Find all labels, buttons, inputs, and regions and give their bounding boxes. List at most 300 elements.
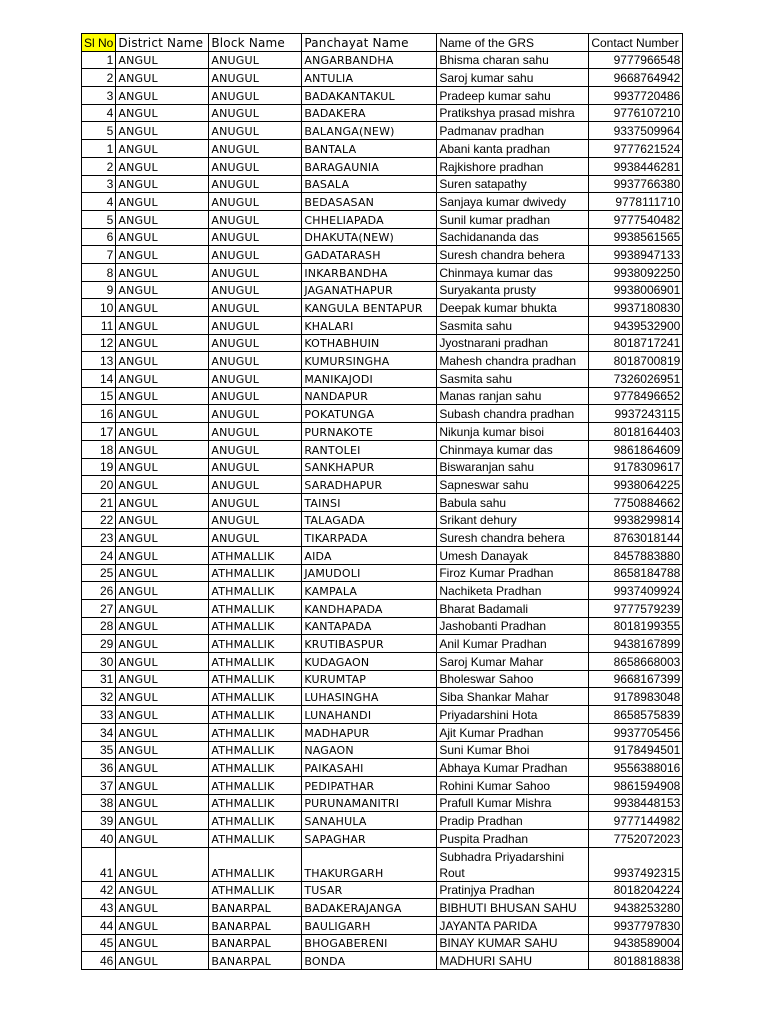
district-cell: ANGUL [116, 546, 209, 564]
district-cell: ANGUL [116, 582, 209, 600]
panchayat-cell: LUHASINGHA [302, 688, 437, 706]
contact-number-cell: 8018700819 [589, 352, 683, 370]
block-cell: ANUGUL [209, 423, 302, 441]
district-cell: ANGUL [116, 688, 209, 706]
sl-no-cell: 3 [82, 175, 116, 193]
table-row [82, 617, 683, 635]
sl-no-cell: 15 [82, 387, 116, 405]
panchayat-cell: SANAHULA [302, 812, 437, 830]
grs-name-cell: Mahesh chandra pradhan [437, 352, 589, 370]
contact-number-cell: 9861864609 [589, 440, 683, 458]
panchayat-cell: LUNAHANDI [302, 706, 437, 724]
district-cell: ANGUL [116, 370, 209, 388]
header-contact-number: Contact Number [589, 34, 683, 52]
sl-no-cell: 31 [82, 670, 116, 688]
contact-number-cell: 9937409924 [589, 582, 683, 600]
contact-number-cell: 9938561565 [589, 228, 683, 246]
panchayat-cell: BHOGABERENI [302, 934, 437, 952]
sl-no-cell: 5 [82, 122, 116, 140]
sl-no-cell: 4 [82, 104, 116, 122]
district-cell: ANGUL [116, 881, 209, 899]
block-cell: ANUGUL [209, 157, 302, 175]
block-cell: ATHMALLIK [209, 617, 302, 635]
contact-number-cell: 9556388016 [589, 759, 683, 777]
contact-number-cell: 9937720486 [589, 87, 683, 105]
sl-no-cell: 46 [82, 952, 116, 970]
table-row [82, 829, 683, 847]
sl-no-cell: 26 [82, 582, 116, 600]
table-row [82, 157, 683, 175]
grs-name-cell: Bhisma charan sahu [437, 51, 589, 69]
district-cell: ANGUL [116, 529, 209, 547]
contact-number-cell: 9778496652 [589, 387, 683, 405]
contact-number-cell: 7752072023 [589, 829, 683, 847]
sl-no-cell: 32 [82, 688, 116, 706]
block-cell: ANUGUL [209, 334, 302, 352]
contact-number-cell: 9776107210 [589, 104, 683, 122]
panchayat-cell: BADAKANTAKUL [302, 87, 437, 105]
table-row [82, 352, 683, 370]
panchayat-cell: TAINSI [302, 493, 437, 511]
district-cell: ANGUL [116, 458, 209, 476]
panchayat-cell: PURUNAMANITRI [302, 794, 437, 812]
contact-number-cell: 9178983048 [589, 688, 683, 706]
district-cell: ANGUL [116, 847, 209, 881]
contact-number-cell: 8018818838 [589, 952, 683, 970]
block-cell: ANUGUL [209, 87, 302, 105]
panchayat-cell: KHALARI [302, 317, 437, 335]
panchayat-cell: GADATARASH [302, 246, 437, 264]
block-cell: ANUGUL [209, 69, 302, 87]
block-cell: ATHMALLIK [209, 794, 302, 812]
panchayat-cell: SARADHAPUR [302, 476, 437, 494]
sl-no-cell: 29 [82, 635, 116, 653]
sl-no-cell: 2 [82, 157, 116, 175]
contact-number-cell: 7326026951 [589, 370, 683, 388]
district-cell: ANGUL [116, 812, 209, 830]
panchayat-cell: ANTULIA [302, 69, 437, 87]
sl-no-cell: 22 [82, 511, 116, 529]
panchayat-cell: BAULIGARH [302, 917, 437, 935]
contact-number-cell: 9861594908 [589, 776, 683, 794]
panchayat-cell: PURNAKOTE [302, 423, 437, 441]
panchayat-cell: KANTAPADA [302, 617, 437, 635]
sl-no-cell: 34 [82, 723, 116, 741]
table-row [82, 794, 683, 812]
block-cell: ANUGUL [209, 193, 302, 211]
block-cell: ANUGUL [209, 370, 302, 388]
grs-name-cell: Priyadarshini Hota [437, 706, 589, 724]
grs-name-cell: Babula sahu [437, 493, 589, 511]
table-row [82, 423, 683, 441]
sl-no-cell: 17 [82, 423, 116, 441]
grs-name-cell: Rajkishore pradhan [437, 157, 589, 175]
grs-name-cell: Saroj Kumar Mahar [437, 653, 589, 671]
table-row [82, 405, 683, 423]
block-cell: ANUGUL [209, 246, 302, 264]
panchayat-cell: BONDA [302, 952, 437, 970]
panchayat-cell: PEDIPATHAR [302, 776, 437, 794]
block-cell: ATHMALLIK [209, 635, 302, 653]
grs-name-cell: Chinmaya kumar das [437, 263, 589, 281]
district-cell: ANGUL [116, 263, 209, 281]
table-row [82, 175, 683, 193]
district-cell: ANGUL [116, 829, 209, 847]
panchayat-cell: BADAKERA [302, 104, 437, 122]
grs-name-cell: Jyostnarani pradhan [437, 334, 589, 352]
grs-name-cell: Suren satapathy [437, 175, 589, 193]
sl-no-cell: 21 [82, 493, 116, 511]
contact-number-cell: 8763018144 [589, 529, 683, 547]
grs-name-cell: BINAY KUMAR SAHU [437, 934, 589, 952]
sl-no-cell: 8 [82, 263, 116, 281]
block-cell: ATHMALLIK [209, 688, 302, 706]
panchayat-cell: NAGAON [302, 741, 437, 759]
district-cell: ANGUL [116, 87, 209, 105]
sl-no-cell: 45 [82, 934, 116, 952]
contact-number-cell: 8018717241 [589, 334, 683, 352]
grs-name-cell: Firoz Kumar Pradhan [437, 564, 589, 582]
panchayat-cell: CHHELIAPADA [302, 210, 437, 228]
block-cell: ANUGUL [209, 263, 302, 281]
sl-no-cell: 16 [82, 405, 116, 423]
header-block-name: Block Name [209, 34, 302, 52]
table-row [82, 881, 683, 899]
table-row [82, 723, 683, 741]
grs-name-cell: Saroj kumar sahu [437, 69, 589, 87]
header-row [82, 34, 683, 52]
sl-no-cell: 28 [82, 617, 116, 635]
panchayat-cell: SAPAGHAR [302, 829, 437, 847]
panchayat-cell: RANTOLEI [302, 440, 437, 458]
table-row [82, 564, 683, 582]
district-cell: ANGUL [116, 157, 209, 175]
table-row [82, 317, 683, 335]
contact-number-cell: 9938299814 [589, 511, 683, 529]
contact-number-cell: 8658575839 [589, 706, 683, 724]
block-cell: ATHMALLIK [209, 847, 302, 881]
grs-name-cell: Suryakanta prusty [437, 281, 589, 299]
grs-name-cell: Sapneswar sahu [437, 476, 589, 494]
panchayat-cell: BADAKERAJANGA [302, 899, 437, 917]
contact-number-cell: 9777966548 [589, 51, 683, 69]
district-cell: ANGUL [116, 299, 209, 317]
grs-name-cell: Pratikshya prasad mishra [437, 104, 589, 122]
panchayat-cell: AIDA [302, 546, 437, 564]
district-cell: ANGUL [116, 917, 209, 935]
sl-no-cell: 19 [82, 458, 116, 476]
sl-no-cell: 42 [82, 881, 116, 899]
block-cell: ANUGUL [209, 493, 302, 511]
sl-no-cell: 43 [82, 899, 116, 917]
table-row [82, 140, 683, 158]
contact-number-cell: 8018164403 [589, 423, 683, 441]
contact-number-cell: 9938448153 [589, 794, 683, 812]
header-district-name: District Name [116, 34, 209, 52]
grs-name-cell: Biswaranjan sahu [437, 458, 589, 476]
table-row [82, 847, 683, 881]
block-cell: ATHMALLIK [209, 881, 302, 899]
block-cell: ANUGUL [209, 317, 302, 335]
grs-name-cell: Siba Shankar Mahar [437, 688, 589, 706]
district-cell: ANGUL [116, 493, 209, 511]
contact-number-cell: 9937797830 [589, 917, 683, 935]
block-cell: ATHMALLIK [209, 670, 302, 688]
panchayat-cell: JAMUDOLI [302, 564, 437, 582]
block-cell: ANUGUL [209, 529, 302, 547]
panchayat-cell: BARAGAUNIA [302, 157, 437, 175]
district-cell: ANGUL [116, 952, 209, 970]
table-row [82, 546, 683, 564]
contact-number-cell: 8018199355 [589, 617, 683, 635]
block-cell: ATHMALLIK [209, 564, 302, 582]
panchayat-cell: POKATUNGA [302, 405, 437, 423]
sl-no-cell: 3 [82, 87, 116, 105]
table-row [82, 370, 683, 388]
block-cell: ANUGUL [209, 122, 302, 140]
contact-number-cell: 9938064225 [589, 476, 683, 494]
table-row [82, 263, 683, 281]
sl-no-cell: 33 [82, 706, 116, 724]
grs-name-cell: Prafull Kumar Mishra [437, 794, 589, 812]
district-cell: ANGUL [116, 617, 209, 635]
block-cell: BANARPAL [209, 917, 302, 935]
table-row [82, 246, 683, 264]
district-cell: ANGUL [116, 352, 209, 370]
sl-no-cell: 40 [82, 829, 116, 847]
panchayat-cell: BALANGA(NEW) [302, 122, 437, 140]
panchayat-cell: KUMURSINGHA [302, 352, 437, 370]
contact-number-cell: 9937766380 [589, 175, 683, 193]
grs-name-cell: Suresh chandra behera [437, 246, 589, 264]
contact-number-cell: 9937492315 [589, 847, 683, 881]
panchayat-cell: MADHAPUR [302, 723, 437, 741]
table-row [82, 104, 683, 122]
header-sl-no: Sl No [82, 34, 116, 52]
contact-number-cell: 9668764942 [589, 69, 683, 87]
grs-name-cell: Subhadra Priyadarshini Rout [437, 847, 589, 881]
table-row [82, 51, 683, 69]
sl-no-cell: 24 [82, 546, 116, 564]
grs-name-cell: Sunil kumar pradhan [437, 210, 589, 228]
sl-no-cell: 30 [82, 653, 116, 671]
district-cell: ANGUL [116, 706, 209, 724]
grs-name-cell: Subash chandra pradhan [437, 405, 589, 423]
header-grs-name: Name of the GRS [437, 34, 589, 52]
district-cell: ANGUL [116, 635, 209, 653]
grs-name-cell: Pratinjya Pradhan [437, 881, 589, 899]
grs-name-cell: Padmanav pradhan [437, 122, 589, 140]
contact-number-cell: 9777540482 [589, 210, 683, 228]
panchayat-cell: BANTALA [302, 140, 437, 158]
grs-name-cell: Sanjaya kumar dwivedy [437, 193, 589, 211]
contact-number-cell: 7750884662 [589, 493, 683, 511]
table-row [82, 635, 683, 653]
block-cell: ANUGUL [209, 210, 302, 228]
contact-number-cell: 9937180830 [589, 299, 683, 317]
table-row [82, 281, 683, 299]
grs-contact-table [81, 33, 683, 970]
contact-number-cell: 9938446281 [589, 157, 683, 175]
table-row [82, 210, 683, 228]
contact-number-cell: 9777579239 [589, 600, 683, 618]
panchayat-cell: KANGULA BENTAPUR [302, 299, 437, 317]
sl-no-cell: 39 [82, 812, 116, 830]
block-cell: ATHMALLIK [209, 653, 302, 671]
table-row [82, 228, 683, 246]
table-row [82, 776, 683, 794]
block-cell: ATHMALLIK [209, 546, 302, 564]
sl-no-cell: 1 [82, 51, 116, 69]
district-cell: ANGUL [116, 228, 209, 246]
district-cell: ANGUL [116, 193, 209, 211]
contact-number-cell: 9937705456 [589, 723, 683, 741]
grs-name-cell: Sachidananda das [437, 228, 589, 246]
block-cell: ATHMALLIK [209, 776, 302, 794]
district-cell: ANGUL [116, 122, 209, 140]
panchayat-cell: ANGARBANDHA [302, 51, 437, 69]
grs-name-cell: JAYANTA PARIDA [437, 917, 589, 935]
district-cell: ANGUL [116, 104, 209, 122]
table-row [82, 193, 683, 211]
table-row [82, 511, 683, 529]
district-cell: ANGUL [116, 334, 209, 352]
grs-name-cell: Abhaya Kumar Pradhan [437, 759, 589, 777]
sl-no-cell: 12 [82, 334, 116, 352]
sl-no-cell: 13 [82, 352, 116, 370]
panchayat-cell: KAMPALA [302, 582, 437, 600]
sl-no-cell: 27 [82, 600, 116, 618]
grs-name-cell: Srikant dehury [437, 511, 589, 529]
district-cell: ANGUL [116, 440, 209, 458]
block-cell: ANUGUL [209, 299, 302, 317]
sl-no-cell: 37 [82, 776, 116, 794]
block-cell: ATHMALLIK [209, 600, 302, 618]
grs-name-cell: Suresh chandra behera [437, 529, 589, 547]
grs-name-cell: Bharat Badamali [437, 600, 589, 618]
grs-name-cell: BIBHUTI BHUSAN SAHU [437, 899, 589, 917]
block-cell: ATHMALLIK [209, 706, 302, 724]
block-cell: BANARPAL [209, 952, 302, 970]
contact-number-cell: 9938006901 [589, 281, 683, 299]
contact-number-cell: 8018204224 [589, 881, 683, 899]
sl-no-cell: 25 [82, 564, 116, 582]
table-row [82, 600, 683, 618]
contact-number-cell: 9178309617 [589, 458, 683, 476]
table-row [82, 387, 683, 405]
district-cell: ANGUL [116, 794, 209, 812]
district-cell: ANGUL [116, 281, 209, 299]
panchayat-cell: KRUTIBASPUR [302, 635, 437, 653]
block-cell: ANUGUL [209, 440, 302, 458]
district-cell: ANGUL [116, 741, 209, 759]
table-row [82, 934, 683, 952]
grs-name-cell: Jashobanti Pradhan [437, 617, 589, 635]
panchayat-cell: PAIKASAHI [302, 759, 437, 777]
block-cell: ATHMALLIK [209, 723, 302, 741]
sl-no-cell: 18 [82, 440, 116, 458]
block-cell: ANUGUL [209, 175, 302, 193]
district-cell: ANGUL [116, 317, 209, 335]
sl-no-cell: 9 [82, 281, 116, 299]
district-cell: ANGUL [116, 759, 209, 777]
block-cell: ANUGUL [209, 51, 302, 69]
panchayat-cell: TIKARPADA [302, 529, 437, 547]
grs-name-cell: Pradeep kumar sahu [437, 87, 589, 105]
panchayat-cell: SANKHAPUR [302, 458, 437, 476]
district-cell: ANGUL [116, 776, 209, 794]
sl-no-cell: 14 [82, 370, 116, 388]
contact-number-cell: 9178494501 [589, 741, 683, 759]
table-row [82, 688, 683, 706]
grs-name-cell: Sasmita sahu [437, 370, 589, 388]
grs-name-cell: Sasmita sahu [437, 317, 589, 335]
sl-no-cell: 7 [82, 246, 116, 264]
block-cell: BANARPAL [209, 934, 302, 952]
panchayat-cell: BEDASASAN [302, 193, 437, 211]
table-row [82, 899, 683, 917]
district-cell: ANGUL [116, 899, 209, 917]
panchayat-cell: KURUMTAP [302, 670, 437, 688]
contact-number-cell: 8457883880 [589, 546, 683, 564]
sl-no-cell: 10 [82, 299, 116, 317]
district-cell: ANGUL [116, 387, 209, 405]
table-row [82, 812, 683, 830]
table-row [82, 759, 683, 777]
grs-name-cell: Chinmaya kumar das [437, 440, 589, 458]
table-row [82, 122, 683, 140]
block-cell: BANARPAL [209, 899, 302, 917]
table-row [82, 917, 683, 935]
grs-name-cell: Anil Kumar Pradhan [437, 635, 589, 653]
panchayat-cell: MANIKAJODI [302, 370, 437, 388]
table-row [82, 334, 683, 352]
district-cell: ANGUL [116, 210, 209, 228]
district-cell: ANGUL [116, 246, 209, 264]
table-row [82, 741, 683, 759]
contact-number-cell: 9777144982 [589, 812, 683, 830]
district-cell: ANGUL [116, 51, 209, 69]
contact-number-cell: 9439532900 [589, 317, 683, 335]
sl-no-cell: 35 [82, 741, 116, 759]
district-cell: ANGUL [116, 934, 209, 952]
grs-name-cell: MADHURI SAHU [437, 952, 589, 970]
district-cell: ANGUL [116, 723, 209, 741]
sl-no-cell: 20 [82, 476, 116, 494]
table-row [82, 69, 683, 87]
header-panchayat-name: Panchayat Name [302, 34, 437, 52]
table-row [82, 493, 683, 511]
panchayat-cell: INKARBANDHA [302, 263, 437, 281]
block-cell: ANUGUL [209, 281, 302, 299]
sl-no-cell: 11 [82, 317, 116, 335]
grs-name-cell: Deepak kumar bhukta [437, 299, 589, 317]
panchayat-cell: THAKURGARH [302, 847, 437, 881]
panchayat-cell: JAGANATHAPUR [302, 281, 437, 299]
panchayat-cell: DHAKUTA(NEW) [302, 228, 437, 246]
contact-number-cell: 8658184788 [589, 564, 683, 582]
contact-number-cell: 9438589004 [589, 934, 683, 952]
table-row [82, 458, 683, 476]
district-cell: ANGUL [116, 564, 209, 582]
panchayat-cell: TUSAR [302, 881, 437, 899]
block-cell: ANUGUL [209, 405, 302, 423]
sl-no-cell: 44 [82, 917, 116, 935]
district-cell: ANGUL [116, 511, 209, 529]
block-cell: ATHMALLIK [209, 741, 302, 759]
panchayat-cell: BASALA [302, 175, 437, 193]
panchayat-cell: KANDHAPADA [302, 600, 437, 618]
